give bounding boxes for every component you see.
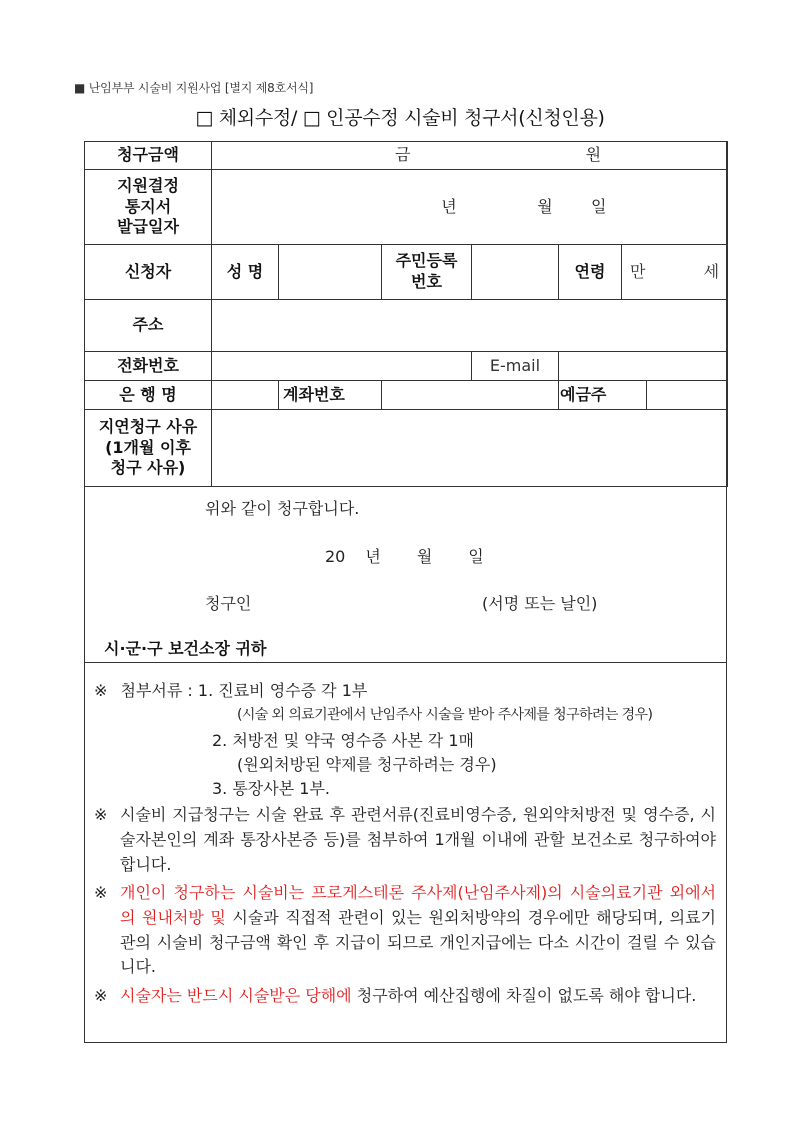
decision-date-field[interactable]: [212, 170, 728, 245]
applicant-label: 신청자: [85, 245, 212, 300]
signature-field[interactable]: (서명 또는 날인): [482, 594, 598, 613]
email-label: E-mail: [472, 352, 559, 381]
address-field[interactable]: [212, 300, 728, 352]
row-applicant: [85, 245, 728, 300]
account-number-field[interactable]: [382, 381, 559, 410]
note-mark: ※: [94, 681, 108, 700]
note-claim-deadline: ※ 시술비 지급청구는 시술 완료 후 관련서류(진료비영수증, 원외약처방전 및 영수증, 시술자본인의 계좌 통장사본증 등)를 첨부하여 1개월 이내에 관할 보건소로 청구하여야 합니다.: [94, 805, 716, 874]
delay-reason-label: 지연청구 사유 (1개월 이후 청구 사유): [85, 410, 212, 487]
claim-statement: 위와 같이 청구합니다.: [205, 499, 360, 518]
address-label: 주소: [85, 300, 212, 352]
notes-divider: [84, 662, 727, 663]
addressee: 시·군·구 보건소장 귀하: [104, 639, 267, 658]
document-title: □ 체외수정/ □ 인공수정 시술비 청구서(신청인용): [195, 107, 605, 129]
row-delay-reason: [85, 410, 728, 487]
rrn-field[interactable]: [472, 245, 559, 300]
attachment-2: 2. 처방전 및 약국 영수증 사본 각 1매: [212, 731, 474, 750]
claim-amount-label: 청구금액: [85, 142, 212, 170]
decision-date-label: 지원결정 통지서 발급일자: [85, 170, 212, 245]
month-unit: 월: [537, 196, 553, 216]
declaration-date: 20 년 월 일: [325, 547, 484, 566]
phone-label: 전화번호: [85, 352, 212, 381]
account-holder-label: 예금주: [559, 381, 647, 410]
account-number-label: 계좌번호: [279, 381, 382, 410]
claim-form-table: [84, 141, 728, 487]
email-field[interactable]: [559, 352, 728, 381]
bank-name-label: 은 행 명: [85, 381, 212, 410]
note-same-year: ※ 시술자는 반드시 시술받은 당해에 청구하여 예산집행에 차질이 없도록 해야 합니다.: [94, 986, 697, 1005]
row-bank: [85, 381, 728, 410]
attachment-1-condition: (시술 외 의료기관에서 난임주사 시술을 받아 주사제를 청구하려는 경우): [237, 707, 653, 723]
delay-reason-field[interactable]: [212, 410, 728, 487]
note-eligible-costs: ※ 개인이 청구하는 시술비는 프로게스테론 주사제(난임주사제)의 시술의료기관 외에서의 원내처방 및 시술과 직접적 관련이 있는 원외처방약의 경우에만 해당되며, 의료기관의 시술비 청구금액 확인 후 지급이 되므로 개인지급에는 다소 시간이 걸릴 수 있습니다.: [94, 883, 716, 977]
form-number-label: ■ 난임부부 시술비 지원사업 [별지 제8호서식]: [74, 81, 314, 95]
year-unit: 년: [441, 196, 457, 216]
row-decision-date: [85, 170, 728, 245]
bank-name-field[interactable]: [212, 381, 279, 410]
phone-field[interactable]: [212, 352, 472, 381]
name-field[interactable]: [279, 245, 382, 300]
currency-prefix: 금: [395, 145, 411, 165]
age-label: 연령: [559, 245, 622, 300]
attachment-3: 3. 통장사본 1부.: [212, 779, 330, 798]
claimant-label: 청구인: [205, 594, 252, 613]
name-label: 성 명: [212, 245, 279, 300]
day-unit: 일: [591, 196, 607, 216]
rrn-label: 주민등록 번호: [382, 245, 472, 300]
row-phone: [85, 352, 728, 381]
attachment-2-condition: (원외처방된 약제를 청구하려는 경우): [237, 755, 497, 774]
claim-amount-field[interactable]: [212, 142, 728, 170]
row-claim-amount: [85, 142, 728, 170]
attachments-note: ※ 첨부서류 : 1. 진료비 영수증 각 1부: [94, 681, 368, 700]
age-field[interactable]: 만 세: [622, 245, 728, 300]
currency-suffix: 원: [585, 145, 602, 165]
account-holder-field[interactable]: [647, 381, 728, 410]
row-address: [85, 300, 728, 352]
